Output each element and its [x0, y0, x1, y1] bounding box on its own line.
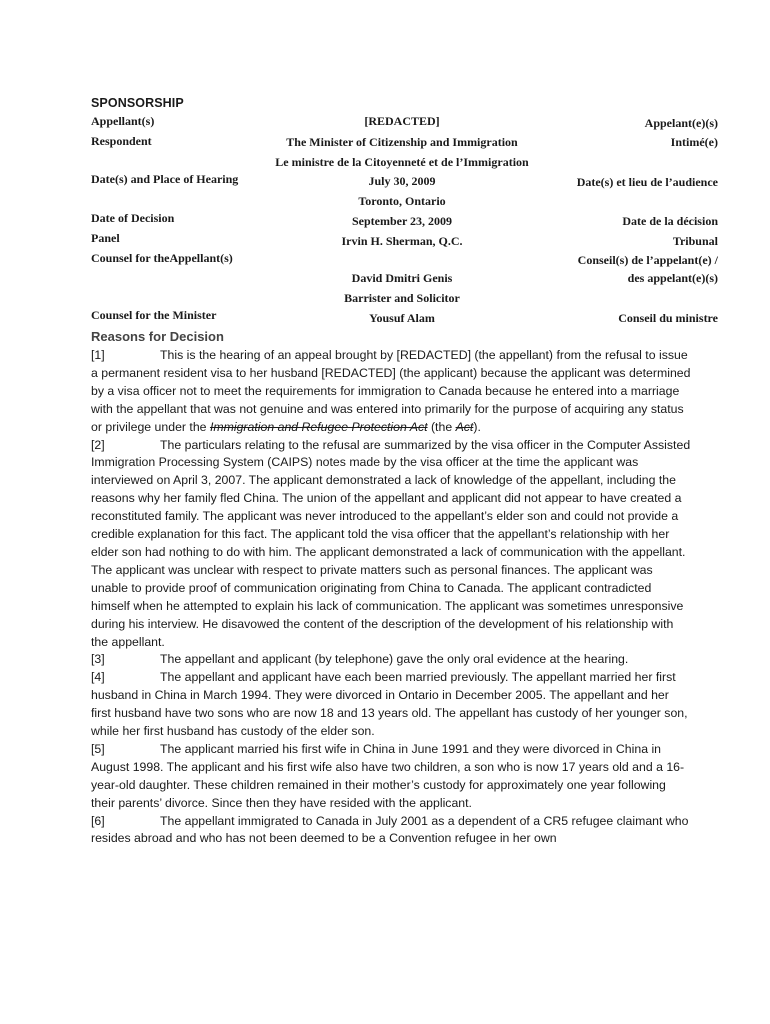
hearing-label-fr: Date(s) et lieu de l’audience: [576, 175, 718, 189]
act-short: Act: [455, 419, 474, 434]
section-title: SPONSORSHIP: [91, 96, 184, 110]
paragraph-1: [91, 347, 691, 437]
paragraph-number: [1]: [91, 348, 105, 362]
appellant-label-fr: Appelant(e)(s): [644, 116, 718, 130]
panel-label: Panel: [91, 231, 120, 245]
paragraph-3: [91, 651, 691, 669]
respondent-label-fr: Intimé(e): [670, 135, 718, 149]
reasons-body: [91, 347, 691, 848]
respondent-label: Respondent: [91, 134, 152, 148]
counsel-minister-label: Counsel for the Minister: [91, 308, 217, 322]
counsel-appellant-label-fr-2: des appelant(e)(s): [627, 271, 718, 285]
paragraph-number: [2]: [91, 437, 105, 452]
panel-label-fr: Tribunal: [672, 234, 718, 248]
decision-label: Date of Decision: [91, 211, 175, 225]
paragraph-4: [91, 669, 691, 741]
panel-name: Irvin H. Sherman, Q.C.: [341, 234, 463, 248]
appellant-name: [REDACTED]: [364, 114, 440, 128]
paragraph-text: The particulars relating to the refusal are summarized by the visa officer in the Computer Assisted Immigration Processing System (CAIPS) notes made by the visa officer at the time the applicant was interviewed on April 3, 2007. The applicant demonstrated a lack of knowledge of the appellant, including the reasons why her family fled China. The union of the appellant and applicant did not appear to have created a reconstituted family. The applicant was never introduced to the appellant’s elder son and could not provide a credible explanation for this fact. The applicant told the visa officer that the appellant’s relationship with her elder son had nothing to do with him. The applicant demonstrated a lack of communication with the appellant. The applicant was unclear with respect to private matters such as personal finances. The applicant was unable to provide proof of communication originating from China to Canada. The applicant contradicted himself when he attempted to explain his lack of communication. The applicant was sometimes unresponsive during his interview. He disavowed the content of the description of the development of his relationship with the appellant.: [91, 437, 691, 649]
act-title: Immigration and Refugee Protection Act: [209, 419, 428, 434]
paragraph-number: [5]: [91, 741, 105, 756]
paragraph-text: This is the hearing of an appeal brought by [REDACTED] (the appellant) from the refusal to issue a permanent resident visa to her husband [REDACTED] (the applicant) because the applicant was determined by a visa officer not to meet the requirements for immigration to Canada because he entered into a marriage with the appellant that was not genuine and was entered into primarily for the purpose of acquiring any status or privilege under the: [91, 348, 691, 434]
appellant-label: Appellant(s): [91, 114, 155, 128]
paragraph-2: [91, 437, 691, 652]
decision-date: September 23, 2009: [351, 214, 453, 228]
counsel-minister-label-fr: Conseil du ministre: [618, 311, 718, 325]
counsel-minister-name: Yousuf Alam: [369, 311, 435, 325]
paragraph-number: [4]: [91, 670, 105, 685]
paragraph-5: [91, 741, 691, 813]
paragraph-text: ).: [473, 419, 481, 434]
paragraph-number: [6]: [91, 813, 105, 828]
reasons-title: Reasons for Decision: [91, 329, 224, 344]
counsel-appellant-name: David Dmitri Genis: [351, 271, 453, 285]
respondent-name-en: The Minister of Citizenship and Immigration: [286, 135, 518, 149]
counsel-appellant-title: Barrister and Solicitor: [344, 291, 460, 305]
paragraph-text: The appellant and applicant (by telephone) gave the only oral evidence at the hearing.: [160, 652, 629, 667]
decision-label-fr: Date de la décision: [622, 214, 718, 228]
counsel-appellant-label: Counsel for theAppellant(s): [91, 251, 233, 265]
paragraph-text: The appellant and applicant have each been married previously. The appellant married her first husband in China in March 1994. They were divorced in Ontario in December 2005. The appellant and her first husband have two sons who are now 18 and 13 years old. The appellant has custody of her younger son, while her first husband has custody of the elder son.: [91, 670, 688, 739]
paragraph-text: The appellant immigrated to Canada in July 2001 as a dependent of a CR5 refugee claimant who resides abroad and who has not been deemed to be a Convention refugee in her own: [91, 813, 689, 846]
paragraph-text: (the: [427, 419, 456, 434]
counsel-appellant-label-fr-1: Conseil(s) de l’appelant(e) /: [577, 253, 718, 267]
hearing-place: Toronto, Ontario: [358, 194, 446, 208]
paragraph-text: The applicant married his first wife in China in June 1991 and they were divorced in China in August 1998. The applicant and his first wife also have two children, a son who is now 17 years old and a 16-year-old daughter. These children remained in their mother’s custody for approximately one year following their parents’ divorce. Since then they have resided with the applicant.: [91, 741, 685, 810]
hearing-label: Date(s) and Place of Hearing: [91, 172, 239, 186]
paragraph-6: [91, 813, 691, 849]
paragraph-number: [3]: [91, 652, 105, 667]
respondent-name-fr: Le ministre de la Citoyenneté et de l’Immigration: [275, 155, 529, 169]
hearing-date: July 30, 2009: [368, 174, 436, 188]
